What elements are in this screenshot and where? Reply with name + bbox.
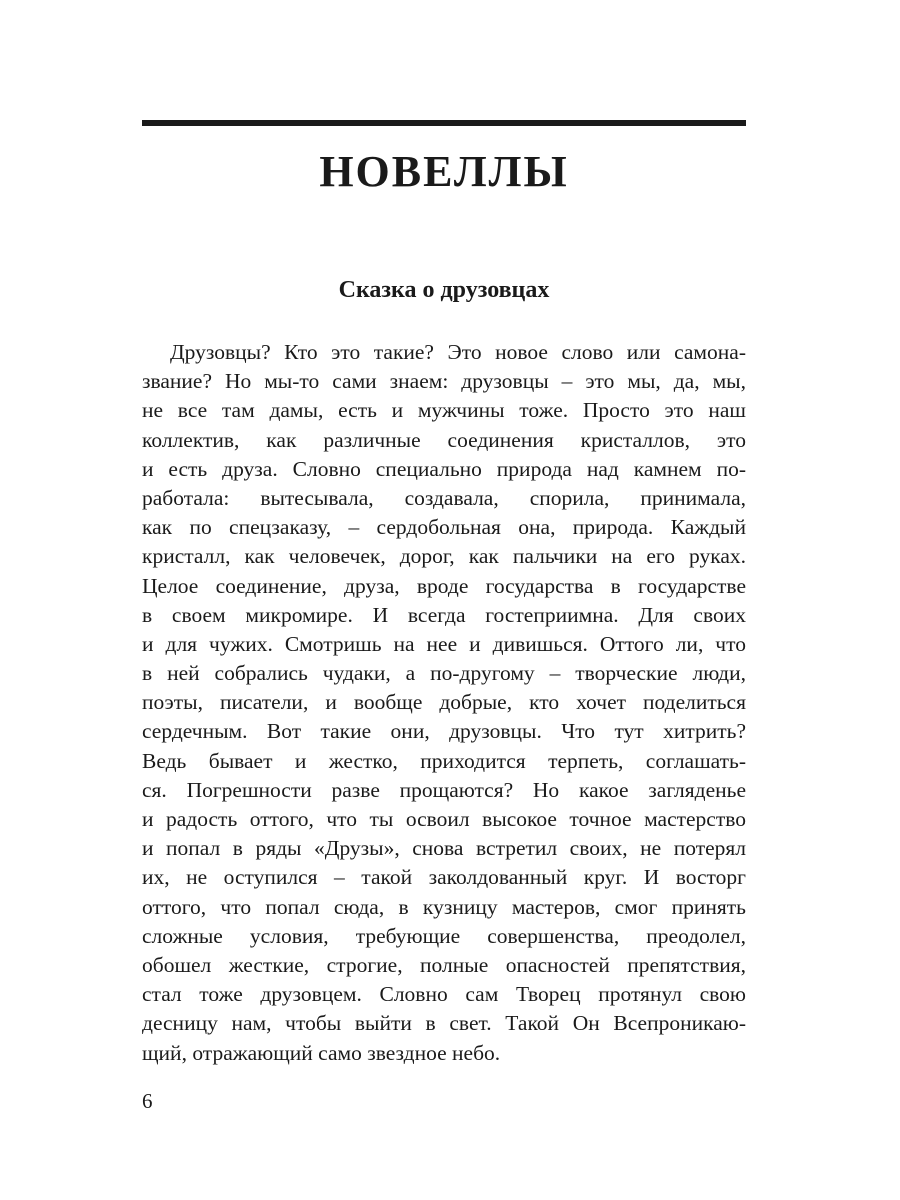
text-line: обошел жесткие, строгие, полные опасностей препятствия, [142, 952, 746, 977]
text-line: Друзовцы? Кто это такие? Это новое слово или самона- [170, 340, 746, 364]
text-line: щий, отражающий само звездное небо. [142, 1040, 501, 1065]
text-line: сложные условия, требующие совершенства, преодолел, [142, 923, 746, 948]
header-rule [142, 120, 746, 126]
text-line: ся. Погрешности разве прощаются? Но какое загляденье [142, 777, 746, 802]
story-title: Сказка о друзовцах [338, 277, 550, 303]
section-title: НОВЕЛЛЫ [319, 147, 569, 196]
text-line: и есть друза. Словно специально природа над камнем по- [142, 456, 746, 481]
text-line: в ней собрались чудаки, а по-другому – творческие люди, [142, 661, 746, 686]
text-line: звание? Но мы-то сами знаем: друзовцы – это мы, да, мы, [142, 369, 746, 394]
text-line: Целое соединение, друза, вроде государства в государстве [142, 573, 746, 598]
text-line: десницу нам, чтобы выйти в свет. Такой Он Всепроникаю- [142, 1011, 746, 1036]
text-line: как по спецзаказу, – сердобольная она, природа. Каждый [142, 515, 746, 540]
text-line: в своем микромире. И всегда гостеприимна. Для своих [142, 602, 746, 627]
page-number: 6 [142, 1089, 153, 1113]
text-line: кристалл, как человечек, дорог, как пальчики на его руках. [142, 544, 746, 569]
text-line: не все там дамы, есть и мужчины тоже. Просто это наш [142, 398, 746, 423]
body-text [142, 338, 746, 1068]
text-line: Ведь бывает и жестко, приходится терпеть, соглашать- [142, 748, 746, 773]
text-line: стал тоже друзовцем. Словно сам Творец протянул свою [142, 982, 746, 1007]
text-line: их, не оступился – такой заколдованный круг. И восторг [142, 865, 746, 890]
text-line: и радость оттого, что ты освоил высокое точное мастерство [142, 807, 746, 831]
text-line: поэты, писатели, и вообще добрые, кто хочет поделиться [142, 690, 746, 715]
text-line: сердечным. Вот такие они, друзовцы. Что тут хитрить? [142, 719, 746, 744]
text-line: и для чужих. Смотришь на нее и дивишься. Оттого ли, что [142, 631, 746, 656]
text-line: оттого, что попал сюда, в кузницу мастеров, смог принять [142, 894, 746, 919]
text-line: коллектив, как различные соединения кристаллов, это [142, 427, 746, 452]
text-line: работала: вытесывала, создавала, спорила, принимала, [142, 485, 746, 510]
text-line: и попал в ряды «Друзы», снова встретил своих, не потерял [142, 836, 746, 861]
